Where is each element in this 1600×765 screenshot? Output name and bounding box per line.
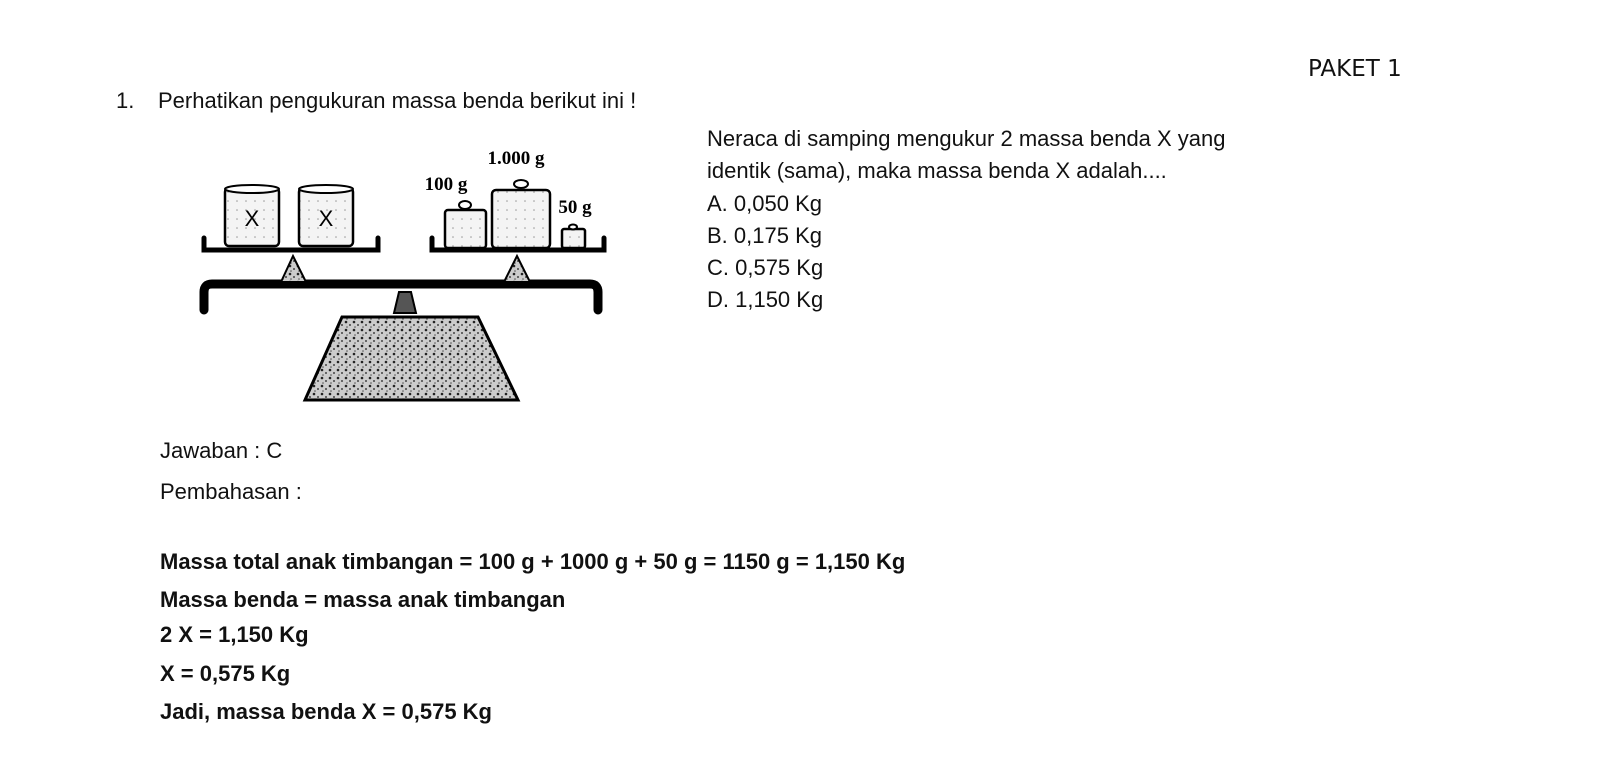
weight-50g — [562, 225, 585, 249]
weight-label-100g: 100 g — [424, 174, 468, 195]
scale-post — [394, 292, 416, 313]
paket-label: PAKET 1 — [1308, 56, 1402, 82]
weight-label-50g: 50 g — [558, 197, 592, 218]
option-b: B. 0,175 Kg — [707, 223, 822, 248]
step-3: 2 X = 1,150 Kg — [160, 622, 309, 647]
object-x-label-2: X — [318, 206, 334, 231]
scale-base — [305, 317, 518, 400]
step-conclusion: Jadi, massa benda X = 0,575 Kg — [160, 699, 492, 724]
object-x-label-1: X — [244, 206, 260, 231]
question-prompt: Perhatikan pengukuran massa benda berikut ini ! — [158, 88, 637, 113]
question-text-line1: Neraca di samping mengukur 2 massa benda X yang — [707, 126, 1226, 151]
weight-1000g — [492, 180, 550, 248]
step-1: Massa total anak timbangan = 100 g + 1000 g + 50 g = 1150 g = 1,150 Kg — [160, 549, 906, 574]
option-a: A. 0,050 Kg — [707, 191, 822, 216]
option-c: C. 0,575 Kg — [707, 255, 824, 280]
discussion-label: Pembahasan : — [160, 479, 302, 504]
right-pivot — [504, 256, 530, 282]
step-4: X = 0,575 Kg — [160, 661, 291, 686]
answer-label: Jawaban : C — [160, 438, 283, 463]
question-number: 1. — [116, 88, 135, 113]
question-text-line2: identik (sama), maka massa benda X adalah.... — [707, 158, 1167, 183]
option-d: D. 1,150 Kg — [707, 287, 824, 312]
step-2: Massa benda = massa anak timbangan — [160, 587, 566, 612]
left-pivot — [281, 256, 306, 282]
weight-label-1000g: 1.000 g — [487, 148, 545, 169]
weight-100g — [445, 201, 486, 248]
